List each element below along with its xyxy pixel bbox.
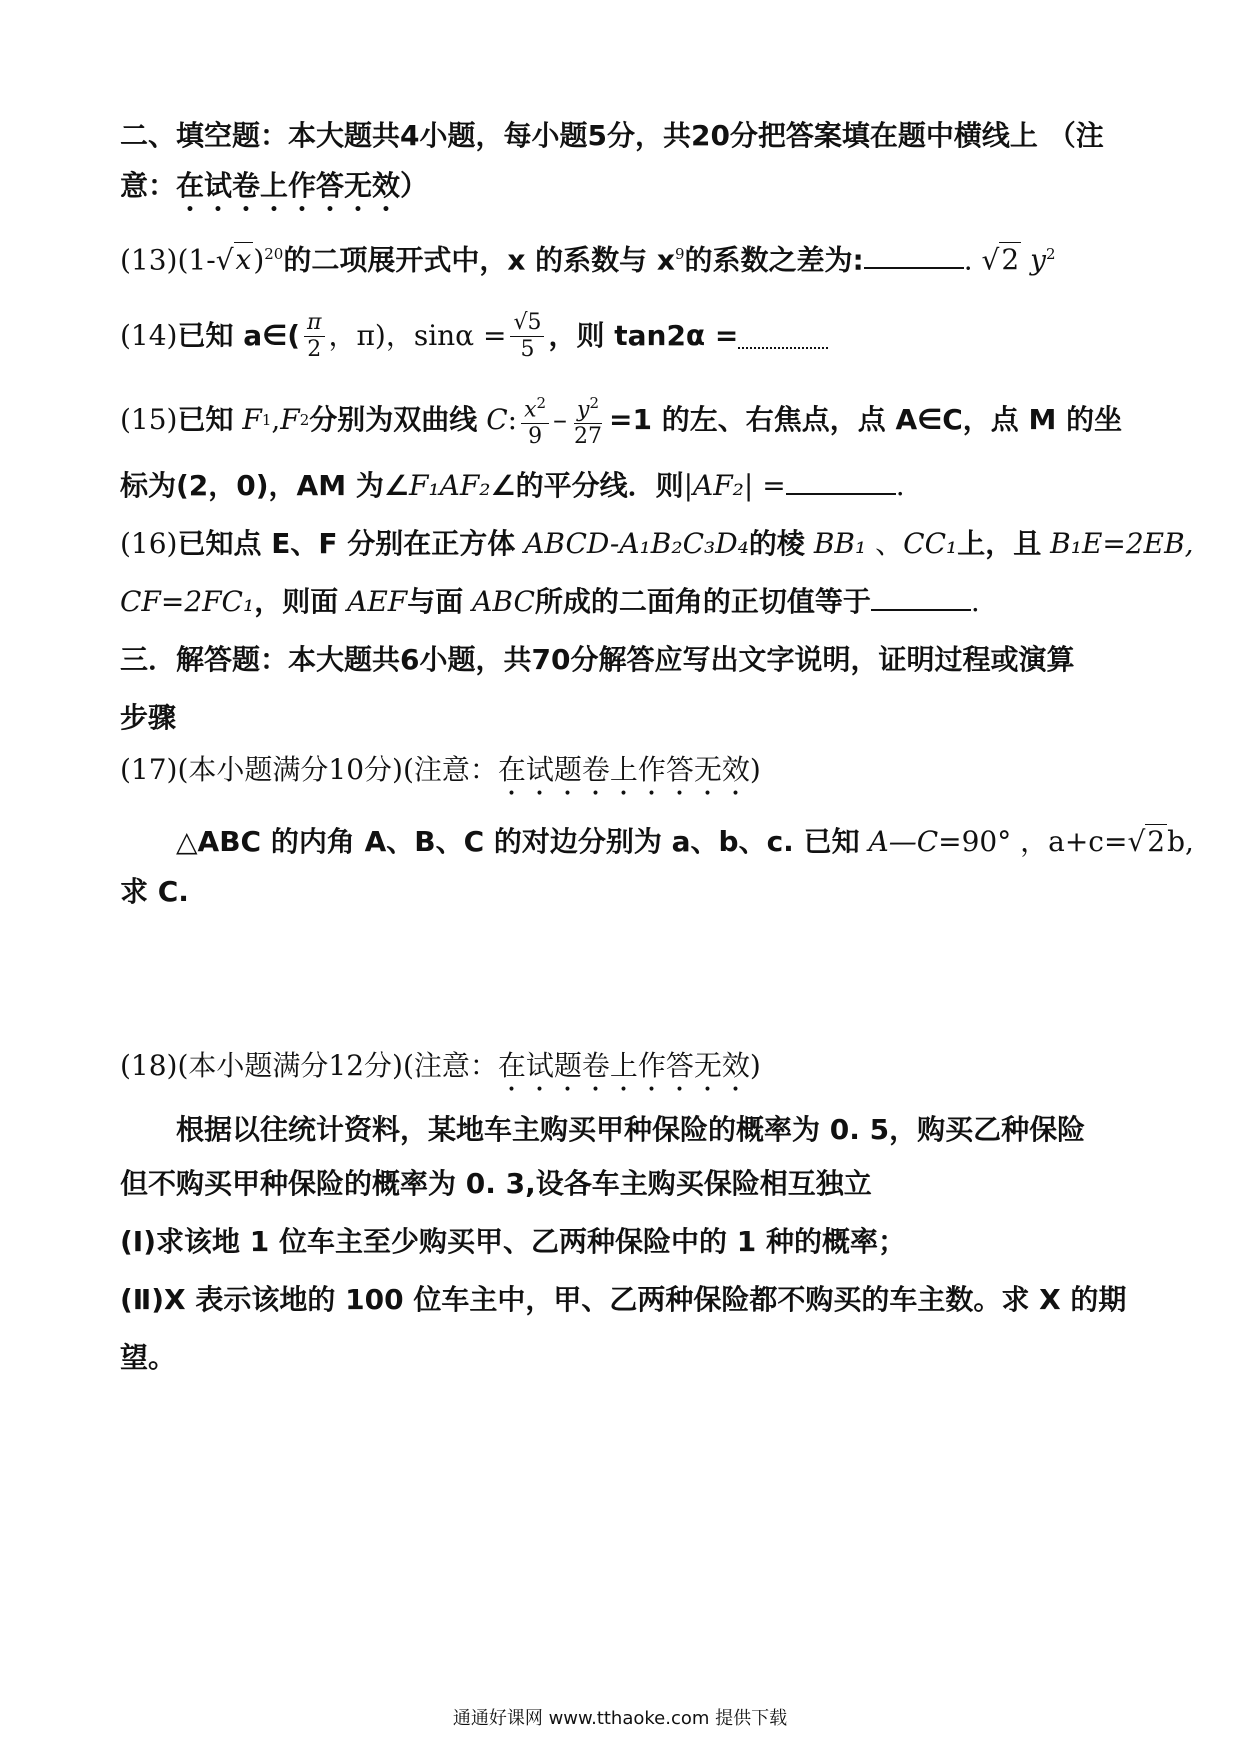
question-17-body-line2: 求 C. <box>120 875 189 908</box>
question-16: (16)已知点 E、F 分别在正方体 ABCD-A₁B₂C₃D₄的棱 BB₁ 、CC₁上，且 B₁E=2EB, <box>120 527 1194 560</box>
answer-blank-14[interactable] <box>738 323 828 349</box>
section3-title: 三．解答题：本大题共6小题，共70分解答应写出文字说明，证明过程或演算 <box>120 643 1075 676</box>
question-18-part-i: (I)求该地 1 位车主至少购买甲、乙两种保险中的 1 种的概率； <box>120 1225 906 1258</box>
question-16-line2: CF=2FC₁，则面 AEF与面 ABC所成的二面角的正切值等于 . <box>120 585 980 618</box>
footer-credit: 通通好课网 www.tthaoke.com 提供下载 <box>452 1708 788 1729</box>
answer-blank-15[interactable] <box>786 469 896 495</box>
answer-blank-16[interactable] <box>871 585 971 611</box>
question-18-part-ii-cont: 望。 <box>120 1341 177 1374</box>
fraction-y2-over-27: $\frac{y^2}{27}$ <box>571 390 605 450</box>
question-15: (15) 已知 F 1 , F 2 分别为双曲线 C : $\frac{x^2}{9}$ – $\frac{y^2}{27}$ =1 的左、右焦点，点 A∈C，点 M 的坐 <box>120 388 1140 452</box>
question-15-line2: 标为(2，0)，AM 为∠F₁AF₂∠的平分线．则|AF₂| = . <box>120 469 905 502</box>
section3-title-cont: 步骤 <box>120 701 177 734</box>
fraction-pi-over-2: $\frac{\pi}{2}$ <box>304 310 324 363</box>
question-17-header: (17)(本小题满分10分)(注意：在试题卷上作答无效) <box>120 753 761 786</box>
question-18-part-ii: (Ⅱ)X 表示该地的 100 位车主中，甲、乙两种保险都不购买的车主数。求 X 的期 <box>120 1283 1127 1316</box>
question-18-para1: 根据以往统计资料，某地车主购买甲种保险的概率为 0. 5，购买乙种保险 <box>176 1113 1086 1146</box>
fraction-x2-over-9: $\frac{x^2}{9}$ <box>521 390 549 450</box>
answer-blank-13[interactable] <box>864 243 964 269</box>
question-18-header: (18)(本小题满分12分)(注意：在试题卷上作答无效) <box>120 1049 761 1082</box>
question-18-para2: 但不购买甲种保险的概率为 0. 3,设各车主购买保险相互独立 <box>120 1167 872 1200</box>
section2-title: 二、填空题：本大题共4小题，每小题5分，共20分把答案填在题中横线上 （注 <box>120 119 1104 152</box>
fraction-sqrt5-over-5: $\frac{√5}{5}$ <box>510 310 544 363</box>
question-17-body: △ABC 的内角 A、B、C 的对边分别为 a、b、c. 已知 A—C=90° ，a+c=√2b, <box>176 825 1194 858</box>
question-13: $(13)(1-√x)^{20}$的二项展开式中，x 的系数与 $x^9$的系数之差为: . √2 $y^2$ <box>120 243 1056 277</box>
section2-note: 意：在试卷上作答无效） <box>120 169 429 202</box>
question-14: (14) 已知 a∈( $\frac{\pi}{2}$ ，π)，sinα = $\frac{√5}{5}$ ，则 tan2α = <box>120 304 1140 368</box>
